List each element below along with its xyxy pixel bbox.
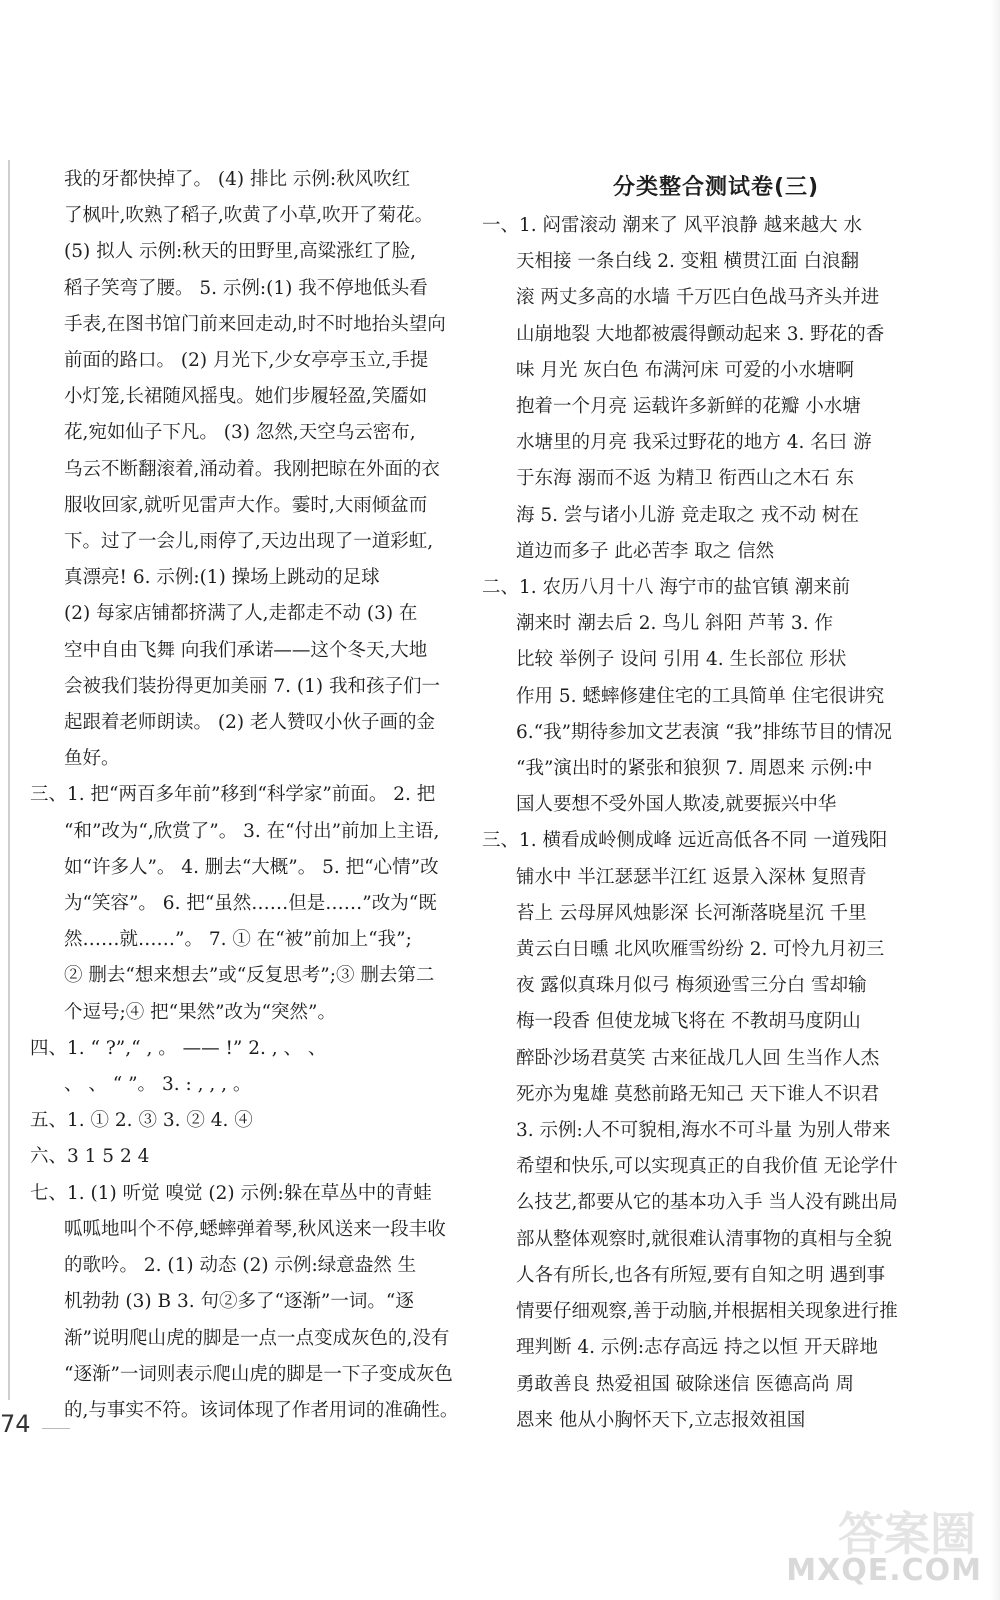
answer-line: 如“许多人”。 4. 删去“大概”。 5. 把“心情”改 [64,856,439,878]
answer-line: 服收回家,就听见雷声大作。霎时,大雨倾盆而 [64,494,428,516]
answer-line: 味 月光 灰白色 布满河床 可爱的小水塘啊 [516,359,855,381]
answer-line: 为“笑容”。 6. 把“虽然……但是……”改为“既 [64,893,437,915]
answer-line: 6.“我”期待参加文艺表演 “我”排练节目的情况 [516,721,892,743]
answer-line: 、 、 “ ”。 3. : , , , 。 [64,1074,252,1096]
answer-line: 一、1. 闷雷滚动 潮来了 风平浪静 越来越大 水 [482,215,863,236]
answer-line: 水塘里的月亮 我采过野花的地方 4. 名曰 游 [516,432,872,454]
binding-margin-line [8,160,10,1400]
answer-line: 醉卧沙场君莫笑 古来征战几人回 生当作人杰 [516,1047,880,1069]
answer-line: 二、1. 农历八月十八 海宁市的盐官镇 潮来前 [482,577,851,599]
answer-line: (2) 每家店铺都挤满了人,走都走不动 (3) 在 [64,603,418,625]
watermark-logo: 答案圈 [838,1507,976,1561]
answer-line: ② 删去“想来想去”或“反复思考”;③ 删去第二 [64,965,435,987]
answer-line: 起跟着老师朗读。 (2) 老人赞叹小伙子画的金 [64,712,435,734]
answer-line: 真漂亮! 6. 示例:(1) 操场上跳动的足球 [64,567,380,589]
answer-line: 三、1. 横看成岭侧成峰 远近高低各不同 一道残阳 [482,830,888,852]
section-title: 分类整合测试卷(三) [612,175,820,200]
answer-line: 鱼好。 [64,748,120,770]
watermark [756,1498,986,1588]
watermark-site: MXQE.COM [786,1553,982,1588]
right-column [482,208,950,1439]
answer-line: 夜 露似真珠月似弓 梅须逊雪三分白 雪却输 [516,975,867,997]
answer-line: 前面的路口。 (2) 月光下,少女亭亭玉立,手提 [64,350,429,372]
answer-line: 于东海 溺而不返 为精卫 衔西山之木石 东 [516,468,855,490]
answer-line: 会被我们装扮得更加美丽 7. (1) 我和孩子们一 [64,675,440,697]
answer-line: 花,宛如仙子下凡。 (3) 忽然,天空乌云密布, [64,422,416,444]
answer-line: 作用 5. 蟋蟀修建住宅的工具简单 住宅很讲究 [516,685,885,707]
answer-line: 理判断 4. 示例:志存高远 持之以恒 开天辟地 [516,1337,878,1359]
answer-line: 的,与事实不符。该词体现了作者用词的准确性。 [64,1399,459,1421]
answer-line: 梅一段香 但使龙城飞将在 不教胡马度阴山 [516,1011,861,1033]
answer-line: 小灯笼,长裙随风摇曳。她们步履轻盈,笑靥如 [64,386,428,408]
left-column [30,162,460,1429]
answer-line: 乌云不断翻滚着,涌动着。我刚把晾在外面的衣 [64,458,440,480]
answer-line: 比较 举例子 设问 引用 4. 生长部位 形状 [516,649,847,671]
answer-line: 死亦为鬼雄 莫愁前路无知己 天下谁人不识君 [516,1083,880,1105]
answer-line: 人各有所长,也各有所短,要有自知之明 遇到事 [516,1264,886,1286]
answer-line: 黄云白日曛 北风吹雁雪纷纷 2. 可怜九月初三 [516,939,885,961]
answer-line: 稻子笑弯了腰。 5. 示例:(1) 我不停地低头看 [64,277,428,299]
answer-line: 部从整体观察时,就很难认清事物的真相与全貌 [516,1228,892,1250]
answer-line: 呱呱地叫个不停,蟋蟀弹着琴,秋风送来一段丰收 [64,1218,446,1240]
answer-line: 国人要想不受外国人欺凌,就要振兴中华 [516,794,837,816]
answer-line: 渐”说明爬山虎的脚是一点一点变成灰色的,没有 [64,1327,450,1349]
answer-line: 恩来 他从小胸怀天下,立志报效祖国 [516,1409,806,1431]
answer-line: 七、1. (1) 听觉 嗅觉 (2) 示例:躲在草丛中的青蛙 [30,1182,432,1204]
answer-line: (5) 拟人 示例:秋天的田野里,高粱涨红了脸, [64,241,416,263]
answer-line: 下。过了一会儿,雨停了,天边出现了一道彩虹, [64,531,434,553]
answer-line: 四、1. “ ?”,“ , 。 —— !” 2. , 、 、 [30,1037,327,1059]
answer-line: 的歌吟。 2. (1) 动态 (2) 示例:绿意盎然 生 [64,1255,417,1277]
answer-line: 天相接 一条白线 2. 变粗 横贯江面 白浪翻 [516,251,860,273]
answer-line: 海 5. 尝与诸小儿游 竞走取之 戎不动 树在 [516,504,860,526]
answer-line: 六、3 1 5 2 4 [30,1146,150,1168]
answer-line: “我”演出时的紧张和狼狈 7. 周恩来 示例:中 [516,758,873,780]
answer-line: 我的牙都快掉了。 (4) 排比 示例:秋风吹红 [64,169,411,190]
page-edge-shadow [990,0,1000,1600]
answer-line: 希望和快乐,可以实现真正的自我价值 无论学什 [516,1156,898,1178]
answer-line: 潮来时 潮去后 2. 鸟儿 斜阳 芦苇 3. 作 [516,613,833,635]
answer-line: 情要仔细观察,善于动脑,并根据相关现象进行推 [516,1301,898,1323]
answer-line: 勇敢善良 热爱祖国 破除迷信 医德高尚 周 [516,1373,855,1395]
answer-line: 么技艺,都要从它的基本功入手 当人没有跳出局 [516,1192,898,1214]
answer-line: 空中自由飞舞 向我们承诺——这个冬天,大地 [64,639,428,661]
answer-line: 五、1. ① 2. ③ 3. ② 4. ④ [30,1110,253,1132]
answer-line: 抱着一个月亮 运载许多新鲜的花瓣 小水塘 [516,396,861,418]
answer-line: 三、1. 把“两百多年前”移到“科学家”前面。 2. 把 [30,784,436,806]
answer-line: 个逗号;④ 把“果然”改为“突然”。 [64,1001,336,1023]
answer-line: 机勃勃 (3) B 3. 句②多了“逐渐”一词。“逐 [64,1291,414,1313]
answer-line: 手表,在图书馆门前来回走动,时不时地抬头望向 [64,313,446,335]
answer-line: 然……就……”。 7. ① 在“被”前加上“我”; [64,929,412,951]
page-number-rule [42,1428,70,1429]
page-number: 74 [0,1410,31,1438]
answer-line: “逐渐”一词则表示爬山虎的脚是一下子变成灰色 [64,1363,453,1385]
answer-line: 3. 示例:人不可貌相,海水不可斗量 为别人带来 [516,1120,891,1142]
answer-line: 铺水中 半江瑟瑟半江红 返景入深林 复照青 [516,866,867,888]
answer-line: 滚 两丈多高的水墙 千万匹白色战马齐头并进 [516,287,880,309]
answer-line: 道边而多子 此必苦李 取之 信然 [516,540,775,562]
answer-line: 苔上 云母屏风烛影深 长河渐落晓星沉 千里 [516,902,867,924]
answer-line: 山崩地裂 大地都被震得颤动起来 3. 野花的香 [516,323,885,345]
answer-line: “和”改为“,欣赏了”。 3. 在“付出”前加上主语, [64,820,440,842]
answer-line: 了枫叶,吹熟了稻子,吹黄了小草,吹开了菊花。 [64,205,434,227]
